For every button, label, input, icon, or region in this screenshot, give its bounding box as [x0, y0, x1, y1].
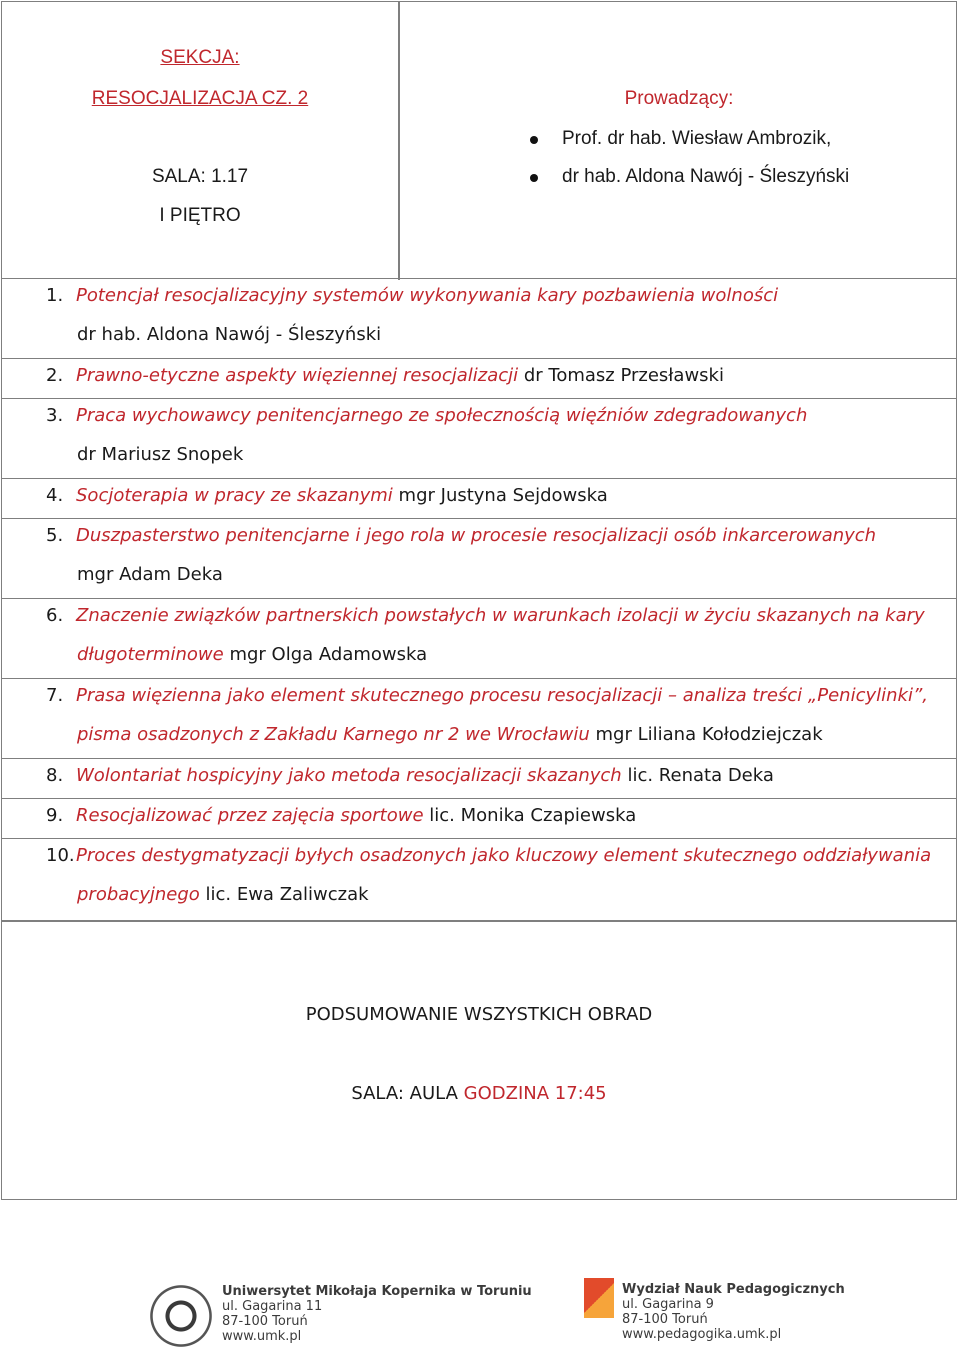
faculty-logo-icon [584, 1278, 614, 1318]
talk-row [1, 279, 957, 359]
talk-title-continued: probacyjnego [77, 884, 200, 905]
section-label: SEKCJA: [160, 47, 240, 68]
footer [0, 1262, 960, 1351]
summary-box [1, 921, 957, 1200]
talk-number: 9. [46, 805, 64, 826]
faculty-city: 87-100 Toruń [622, 1312, 708, 1327]
university-street: ul. Gagarina 11 [222, 1299, 323, 1314]
talk-title-continued: pisma osadzonych z Zakładu Karnego nr 2 we Wrocławiu [77, 724, 590, 745]
faculty-address [622, 1282, 845, 1342]
talk-number: 10. [46, 845, 75, 866]
talk-row [1, 479, 957, 519]
talk-row [1, 679, 957, 759]
talk-number: 7. [46, 685, 64, 706]
floor-label: I PIĘTRO [159, 205, 241, 226]
room-label: SALA: 1.17 [151, 166, 249, 187]
talk-speaker: dr hab. Aldona Nawój - Śleszyński [77, 324, 382, 345]
university-address [222, 1284, 532, 1344]
university-website: www.umk.pl [222, 1329, 302, 1344]
talk-title: Znaczenie związków partnerskich powstałych w warunkach izolacji w życiu skazanych na kary [76, 605, 925, 626]
talk-speaker: mgr Justyna Sejdowska [398, 485, 608, 506]
faculty-street: ul. Gagarina 9 [622, 1297, 714, 1312]
talk-title: Prasa więzienna jako element skutecznego procesu resocjalizacji – analiza treści „Penicylinki”, [76, 685, 928, 706]
talk-row [1, 759, 957, 799]
summary-title: PODSUMOWANIE WSZYSTKICH OBRAD [305, 1004, 653, 1025]
summary-room: SALA: AULA [351, 1083, 458, 1104]
talk-title: Wolontariat hospicyjny jako metoda resocjalizacji skazanych [76, 765, 622, 786]
talk-title: Proces destygmatyzacji byłych osadzonych jako kluczowy element skutecznego oddziaływania [76, 845, 932, 866]
talk-number: 3. [46, 405, 64, 426]
talk-speaker: dr Tomasz Przesławski [523, 365, 724, 386]
talk-number: 5. [46, 525, 64, 546]
chair-name: Prof. dr hab. Wiesław Ambrozik, [562, 128, 832, 149]
talk-title: Prawno-etyczne aspekty więziennej resocjalizacji [76, 365, 519, 386]
talk-title: Resocjalizować przez zajęcia sportowe [76, 805, 424, 826]
talk-title-continued: długoterminowe [77, 644, 224, 665]
talk-row [1, 599, 957, 679]
talk-row [1, 519, 957, 599]
talk-title: Potencjał resocjalizacyjny systemów wykonywania kary pozbawienia wolności [76, 285, 779, 306]
bullet-icon [530, 174, 538, 182]
bullet-icon [530, 136, 538, 144]
talk-number: 1. [46, 285, 64, 306]
section-name: RESOCJALIZACJA CZ. 2 [91, 88, 309, 109]
talk-speaker: mgr Adam Deka [77, 564, 223, 585]
summary-location [2, 1083, 956, 1104]
talk-row [1, 399, 957, 479]
header-table [1, 1, 957, 279]
chairs-label: Prowadzący: [624, 88, 734, 109]
talk-title: Socjoterapia w pracy ze skazanymi [76, 485, 393, 506]
talk-speaker: dr Mariusz Snopek [77, 444, 244, 465]
university-city: 87-100 Toruń [222, 1314, 308, 1329]
talk-row [1, 799, 957, 839]
talk-speaker: lic. Monika Czapiewska [429, 805, 637, 826]
talk-number: 2. [46, 365, 64, 386]
summary-time: GODZINA 17:45 [463, 1083, 607, 1104]
talk-speaker: lic. Ewa Zaliwczak [205, 884, 369, 905]
talk-number: 4. [46, 485, 64, 506]
talk-speaker: mgr Liliana Kołodziejczak [595, 724, 823, 745]
university-name: Uniwersytet Mikołaja Kopernika w Toruniu [222, 1284, 532, 1299]
header-divider [398, 2, 400, 280]
talk-row [1, 359, 957, 399]
talk-title: Praca wychowawcy penitencjarnego ze społecznością więźniów zdegradowanych [76, 405, 808, 426]
talk-row [1, 839, 957, 921]
chair-name: dr hab. Aldona Nawój - Śleszyński [562, 166, 850, 187]
university-seal-icon [145, 1280, 217, 1352]
talk-number: 6. [46, 605, 64, 626]
talk-number: 8. [46, 765, 64, 786]
faculty-website: www.pedagogika.umk.pl [622, 1327, 782, 1342]
faculty-name: Wydział Nauk Pedagogicznych [622, 1282, 845, 1297]
talk-speaker: mgr Olga Adamowska [229, 644, 428, 665]
talk-speaker: lic. Renata Deka [627, 765, 774, 786]
talk-title: Duszpasterstwo penitencjarne i jego rola w procesie resocjalizacji osób inkarcerowanych [76, 525, 877, 546]
